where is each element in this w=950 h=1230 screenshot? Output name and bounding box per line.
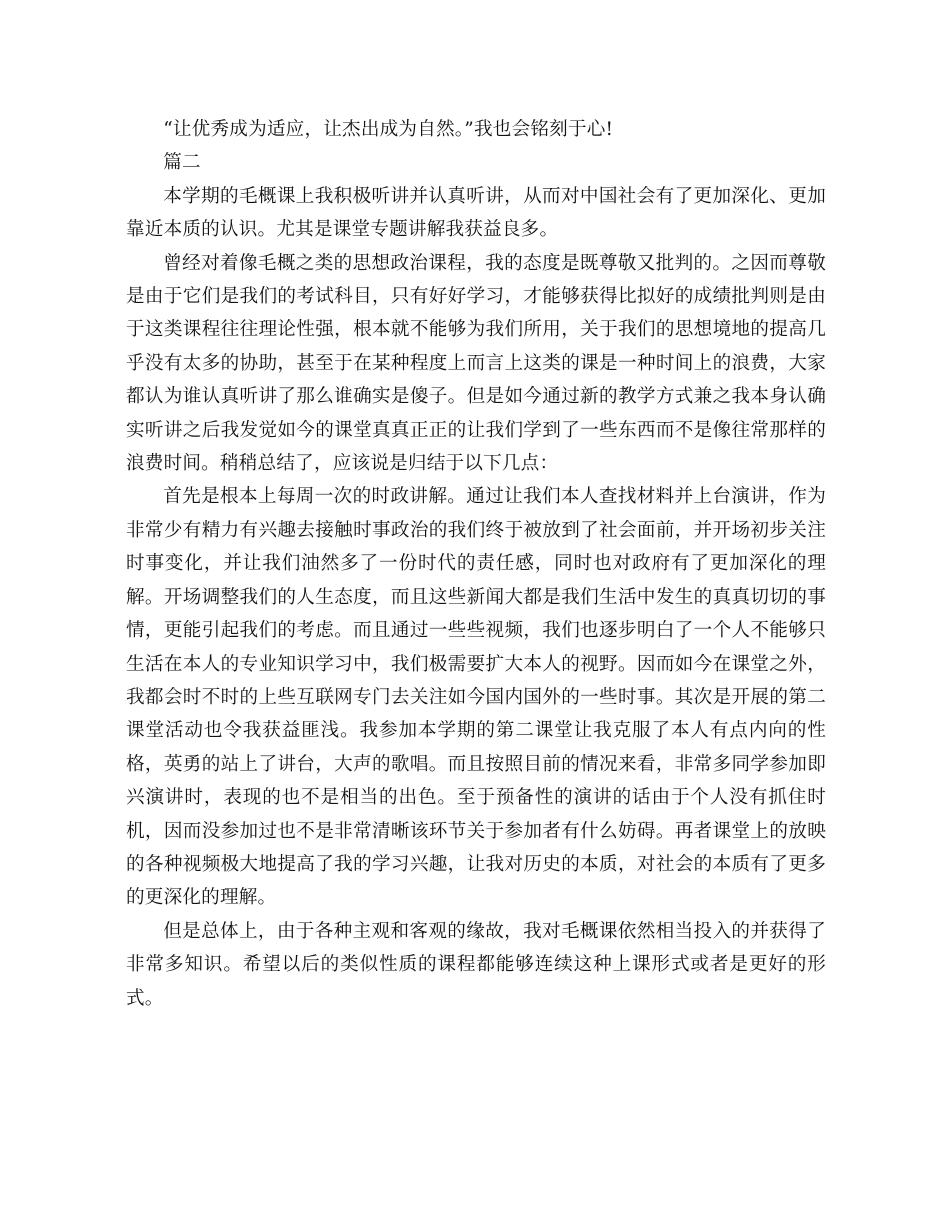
body-paragraph: 曾经对着像毛概之类的思想政治课程，我的态度是既尊敬又批判的。之因而尊敬是由于它们是我们的考试科目，只有好好学习，才能够获得比拟好的成绩批判则是由于这类课程往往理论性强，根本就不能够为我们所用，关于我们的思想境地的提高几乎没有太多的协助，甚至于在某种程度上而言上这类的课是一种时间上的浪费，大家都认为谁认真听讲了那么谁确实是傻子。但是如今通过新的教学方式兼之我本身认确实听讲之后我发觉如今的课堂真真正正的让我们学到了一些东西而不是像往常那样的浪费时间。稍稍总结了，应该说是归结于以下几点： [126,252,826,475]
body-paragraph: 首先是根本上每周一次的时政讲解。通过让我们本人查找材料并上台演讲，作为非常少有精力有兴趣去接触时事政治的我们终于被放到了社会面前，并开场初步关注时事变化，并让我们油然多了一份时代的责任感，同时也对政府有了更加深化的理解。开场调整我们的人生态度，而且这些新闻大都是我们生活中发生的真真切切的事情，更能引起我们的考虑。而且通过一些些视频，我们也逐步明白了一个人不能够只生活在本人的专业知识学习中，我们极需要扩大本人的视野。因而如今在课堂之外，我都会时不时的上些互联网专门去关注如今国内国外的一些时事。其次是开展的第二课堂活动也令我获益匪浅。我参加本学期的第二课堂让我克服了本人有点内向的性格，英勇的站上了讲台，大声的歌唱。而且按照目前的情况来看，非常多同学参加即兴演讲时，表现的也不是相当的出色。至于预备性的演讲的话由于个人没有抓住时机，因而没参加过也不是非常清晰该环节关于参加者有什么妨碍。再者课堂上的放映的各种视频极大地提高了我的学习兴趣，让我对历史的本质，对社会的本质有了更多的更深化的理解。 [126,486,826,909]
document-body [126,113,826,1015]
body-paragraph: 但是总体上，由于各种主观和客观的缘故，我对毛概课依然相当投入的并获得了非常多知识。希望以后的类似性质的课程都能够连续这种上课形式或者是更好的形式。 [126,920,826,1009]
quote-paragraph: “让优秀成为适应，让杰出成为自然。”我也会铭刻于心! [163,119,614,140]
body-paragraph: 本学期的毛概课上我积极听讲并认真听讲，从而对中国社会有了更加深化、更加靠近本质的认识。尤其是课堂专题讲解我获益良多。 [126,185,826,241]
section-heading: 篇二 [163,152,201,174]
